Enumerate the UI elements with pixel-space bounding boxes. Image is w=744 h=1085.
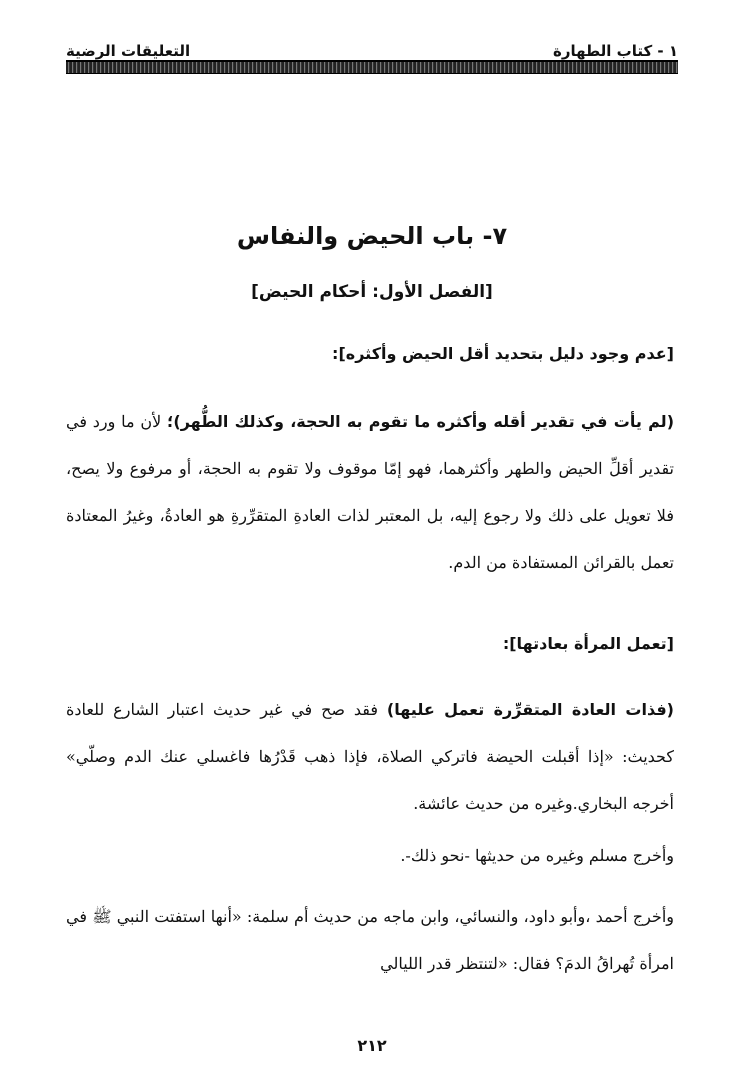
header-chapter-name: ١ - كتاب الطهارة xyxy=(552,42,678,60)
header-rule xyxy=(66,60,678,74)
paragraph-2 xyxy=(66,686,674,827)
header-book-title: التعليقات الرضية xyxy=(66,42,191,60)
paragraph-3: وأخرج مسلم وغيره من حديثها -نحو ذلك-. xyxy=(400,846,674,865)
paragraph-2-body: فقد صح في غير حديث اعتبار الشارع للعادة كحديث: «إذا أقبلت الحيضة فاتركي الصلاة، فإذا ذهب قَدْرُها فاغسلي عنك الدم وصلّي» أخرجه البخاري.وغيره من حديث عائشة. xyxy=(66,700,674,813)
chapter-title: ٧- باب الحيض والنفاس xyxy=(236,222,508,250)
subheading-min-max: [عدم وجود دليل بتحديد أقل الحيض وأكثره]: xyxy=(332,344,674,363)
paragraph-1-body: لأن ما ورد في تقدير أقلِّ الحيض والطهر وأكثرهما، فهو إمّا موقوف ولا تقوم به الحجة، أو مرفوع ولا يصح، فلا تعويل على ذلك ولا رجوع إليه، بل المعتبر لذات العادةِ المتقرِّرةِ هو العادةُ، وغيرُ المعتادة تعمل بالقرائن المستفادة من الدم. xyxy=(66,412,674,572)
running-header xyxy=(66,34,678,60)
section-title: [الفصل الأول: أحكام الحيض] xyxy=(251,282,493,302)
paragraph-2-lead: (فذات العادة المتقرِّرة تعمل عليها) xyxy=(386,700,674,719)
page-number: ٢١٢ xyxy=(357,1036,387,1055)
subheading-habit: [تعمل المرأة بعادتها]: xyxy=(502,634,674,653)
paragraph-1-lead: (لم يأت في تقدير أقله وأكثره ما تقوم به الحجة، وكذلك الطُّهر)؛ xyxy=(167,412,675,431)
paragraph-1 xyxy=(66,398,674,586)
paragraph-4: وأخرج أحمد ،وأبو داود، والنسائي، وابن ماجه من حديث أم سلمة: «أنها استفتت النبي ﷺ في امرأة تُهراقُ الدمَ؟ فقال: «لتنتظر قدر الليالي xyxy=(66,907,674,973)
